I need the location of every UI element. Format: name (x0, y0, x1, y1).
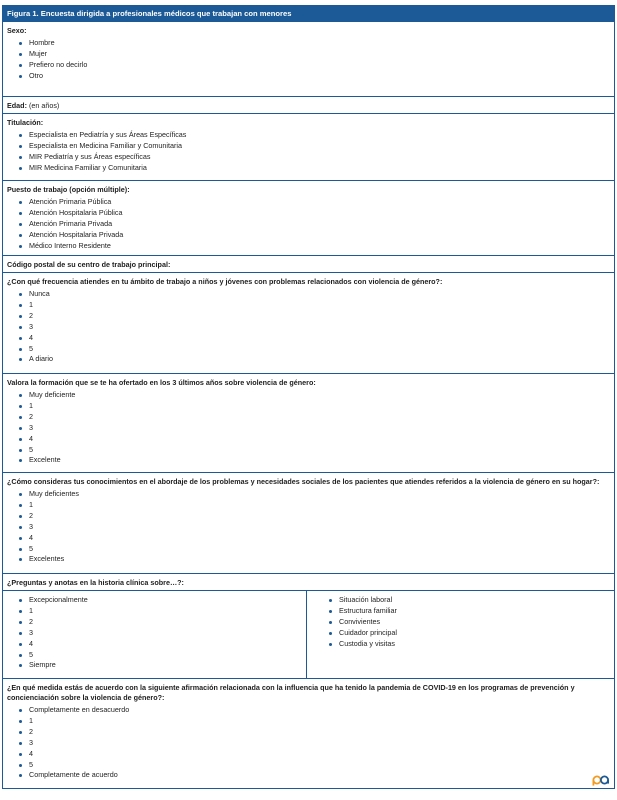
option-item: 4 (18, 639, 302, 650)
options-list (7, 197, 610, 252)
option-item: Completamente en desacuerdo (18, 705, 610, 716)
publisher-logo-icon (592, 773, 610, 786)
option-item: Siempre (18, 660, 302, 671)
option-item: Hombre (18, 38, 610, 49)
option-item: 4 (18, 533, 610, 544)
option-item: Atención Hospitalaria Pública (18, 208, 610, 219)
option-item: 3 (18, 423, 610, 434)
option-item: Completamente de acuerdo (18, 770, 610, 781)
option-item: Otro (18, 71, 610, 82)
option-item: 3 (18, 322, 610, 333)
option-item: Atención Primaria Pública (18, 197, 610, 208)
options-list (7, 489, 610, 565)
option-item: Estructura familiar (328, 606, 397, 617)
option-item: 5 (18, 544, 610, 555)
section-titulacion (3, 113, 614, 180)
section-title: ¿Cómo consideras tus conocimientos en el abordaje de los problemas y necesidades sociales de los pacientes que atiendes referidos a la violencia de género en su hogar?: (7, 477, 600, 486)
survey-figure (2, 5, 615, 789)
option-item: Especialista en Pediatría y sus Áreas Específicas (18, 130, 610, 141)
option-item: Excelentes (18, 554, 610, 565)
option-item: Muy deficientes (18, 489, 610, 500)
options-list (7, 289, 610, 365)
option-item: 5 (18, 445, 610, 456)
option-item: 1 (18, 606, 302, 617)
option-item: 5 (18, 760, 610, 771)
option-item: Atención Hospitalaria Privada (18, 230, 610, 241)
option-item: 2 (18, 412, 610, 423)
option-item: Custodia y visitas (328, 639, 397, 650)
preguntas-topics-column (307, 591, 397, 678)
preguntas-scale-column (3, 591, 307, 678)
option-item: Situación laboral (328, 595, 397, 606)
option-item: 4 (18, 333, 610, 344)
option-item: 2 (18, 511, 610, 522)
option-item: Muy deficiente (18, 390, 610, 401)
figure-title: Figura 1. Encuesta dirigida a profesionales médicos que trabajan con menores (3, 6, 614, 22)
section-puesto (3, 180, 614, 255)
option-item: 1 (18, 300, 610, 311)
section-frecuencia (3, 272, 614, 373)
section-formacion (3, 373, 614, 472)
options-list (7, 390, 610, 466)
option-item: Atención Primaria Privada (18, 219, 610, 230)
option-item: 5 (18, 650, 302, 661)
option-item: Prefiero no decirlo (18, 60, 610, 71)
option-item: 1 (18, 500, 610, 511)
options-list (7, 595, 302, 671)
section-codigo-postal (3, 255, 614, 272)
section-covid (3, 678, 614, 788)
option-item: 2 (18, 617, 302, 628)
option-item: Mujer (18, 49, 610, 60)
section-conocimientos (3, 472, 614, 573)
section-title: ¿Con qué frecuencia atiendes en tu ámbito de trabajo a niños y jóvenes con problemas relacionados con violencia de género?: (7, 277, 443, 286)
option-item: 3 (18, 628, 302, 639)
option-item: 1 (18, 401, 610, 412)
option-item: A diario (18, 354, 610, 365)
option-item: 5 (18, 344, 610, 355)
option-item: 3 (18, 738, 610, 749)
section-title: ¿En qué medida estás de acuerdo con la siguiente afirmación relacionada con la influencia que ha tenido la pandemia de COVID-19 en los programas de prevención y concienciación sobre la violencia de género?: (7, 683, 575, 702)
options-list (317, 595, 397, 650)
section-title: Código postal de su centro de trabajo principal: (7, 260, 171, 269)
option-item: Cuidador principal (328, 628, 397, 639)
section-title: Sexo: (7, 26, 27, 35)
option-item: Excelente (18, 455, 610, 466)
option-item: 2 (18, 311, 610, 322)
options-list (7, 38, 610, 82)
section-title: Titulación: (7, 118, 44, 127)
options-list (7, 705, 610, 781)
logo-ring-left (593, 776, 600, 783)
option-item: Excepcionalmente (18, 595, 302, 606)
option-item: 1 (18, 716, 610, 727)
options-list (7, 130, 610, 174)
section-edad (3, 96, 614, 113)
option-item: Convivientes (328, 617, 397, 628)
section-title: Edad: (7, 101, 27, 110)
option-item: MIR Pediatría y sus Áreas específicas (18, 152, 610, 163)
option-item: 2 (18, 727, 610, 738)
option-item: Especialista en Medicina Familiar y Comunitaria (18, 141, 610, 152)
section-note: (en años) (26, 101, 60, 110)
option-item: MIR Medicina Familiar y Comunitaria (18, 163, 610, 174)
section-sexo (3, 22, 614, 96)
section-title: Puesto de trabajo (opción múltiple): (7, 185, 130, 194)
option-item: Nunca (18, 289, 610, 300)
section-title: Valora la formación que se te ha ofertado en los 3 últimos años sobre violencia de género: (7, 378, 316, 387)
option-item: 4 (18, 434, 610, 445)
option-item: 3 (18, 522, 610, 533)
option-item: Médico Interno Residente (18, 241, 610, 252)
section-preguntas (3, 573, 614, 678)
logo-ring-right (601, 776, 608, 783)
option-item: 4 (18, 749, 610, 760)
section-title: ¿Preguntas y anotas en la historia clínica sobre…?: (3, 574, 614, 591)
